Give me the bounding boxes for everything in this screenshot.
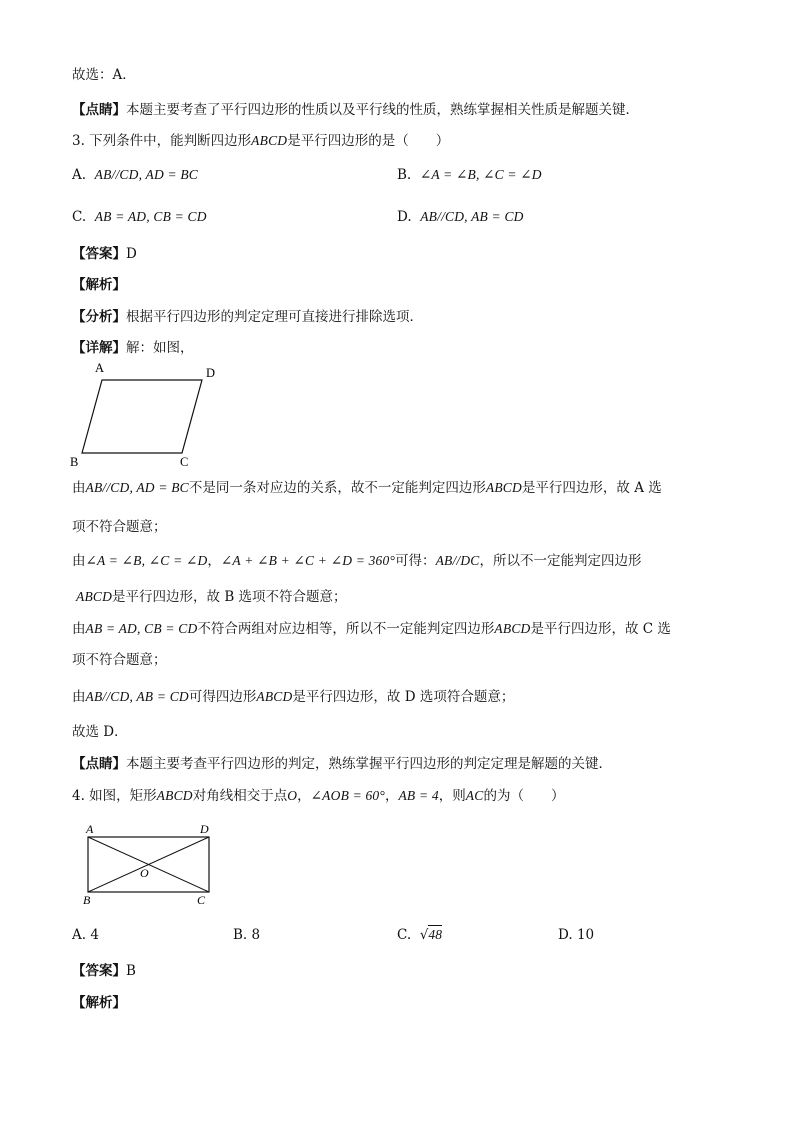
q3-stem-text: 3. 下列条件中，能判断四边形 <box>72 133 252 149</box>
option-label: D. <box>558 927 573 943</box>
vertex-label-a: A <box>95 361 105 375</box>
detail-line-6: 项不符合题意； <box>72 652 167 668</box>
fenxi-text: 根据平行四边形的判定定理可直接进行排除选项． <box>126 309 423 325</box>
text: ，所以不一定能判定四边形 <box>479 553 642 569</box>
text: 是平行四边形，故 C 选 <box>530 621 671 637</box>
answer-value: D <box>126 246 137 262</box>
math: ABCD <box>156 788 193 803</box>
detail-line-7 <box>72 688 514 706</box>
detail-line-8: 故选 D． <box>72 724 128 740</box>
comment-text: 本题主要考查平行四边形的判定，熟练掌握平行四边形的判定定理是解题的关键． <box>126 756 612 772</box>
option-math: AB//CD, AB = CD <box>420 209 524 224</box>
math: AB//CD, AD = BC <box>85 480 189 495</box>
q3-option-d <box>397 208 524 226</box>
text: 是平行四边形，故 D 选项符合题意； <box>292 689 515 705</box>
vertex-label-c: C <box>197 893 206 907</box>
vertex-label-c: C <box>180 455 189 469</box>
text: 的为（ ） <box>483 788 565 804</box>
q3-stem-math: ABCD <box>251 133 288 148</box>
vertex-label-d: D <box>206 366 216 380</box>
q3-comment <box>72 755 612 773</box>
sqrt-sign-icon: √ <box>419 927 429 943</box>
option-math: AB//CD, AD = BC <box>94 167 199 182</box>
option-value: 48 <box>428 927 443 942</box>
option-label: A. <box>72 167 87 183</box>
vertex-label-b: B <box>70 455 79 469</box>
text: ， <box>207 553 221 569</box>
math: ∠A = ∠B, ∠C = ∠D <box>85 553 208 568</box>
parallelogram-figure <box>60 358 240 473</box>
text: 由 <box>72 689 86 705</box>
q4-option-d <box>558 926 594 944</box>
fenxi-tag: 【分析】 <box>72 309 126 325</box>
answer-tag: 【答案】 <box>72 963 126 979</box>
text: 不是同一条对应边的关系，故不一定能判定四边形 <box>188 480 486 496</box>
math: ABCD <box>76 589 113 604</box>
center-label-o: O <box>140 866 149 880</box>
answer-line-prev: 故选：A． <box>72 67 136 83</box>
text: 可得： <box>395 553 436 569</box>
detail-line-1 <box>72 479 662 497</box>
comment-tag: 【点睛】 <box>72 102 126 118</box>
q3-option-a <box>72 166 198 184</box>
q3-xiangjie <box>72 339 194 357</box>
option-label: D. <box>397 209 412 225</box>
text: 是平行四边形，故 A 选 <box>521 480 662 496</box>
vertex-label-d: D <box>200 822 209 836</box>
q3-analysis-tag: 【解析】 <box>72 277 126 293</box>
option-label: C. <box>72 209 87 225</box>
detail-line-2: 项不符合题意； <box>72 519 167 535</box>
text: 由 <box>72 553 86 569</box>
text: ， <box>384 788 399 804</box>
q3-stem-text-2: 是平行四边形的是（ ） <box>287 133 450 149</box>
answer-value: B <box>126 963 136 979</box>
text: 4. 如图，矩形 <box>72 788 157 804</box>
option-value: 8 <box>251 927 261 943</box>
xiangjie-text: 解：如图， <box>126 340 194 356</box>
detail-line-5 <box>72 620 671 638</box>
text: 对角线相交于点 <box>192 788 288 804</box>
math: AC <box>465 788 484 803</box>
question-3-stem <box>72 132 449 150</box>
option-label: B. <box>233 927 248 943</box>
text: 不符合两组对应边相等，所以不一定能判定四边形 <box>197 621 495 637</box>
detail-line-4 <box>76 588 347 606</box>
comment-text: 本题主要考查了平行四边形的性质以及平行线的性质，熟练掌握相关性质是解题关键． <box>126 102 639 118</box>
option-label: A. <box>72 927 87 943</box>
math: AB//DC <box>435 553 480 568</box>
q4-option-a <box>72 926 99 944</box>
parallelogram-shape <box>82 380 202 453</box>
math: ABCD <box>256 689 293 704</box>
q3-option-c <box>72 208 207 226</box>
vertex-label-b: B <box>83 893 91 907</box>
detail-line-3 <box>72 552 642 570</box>
math: ∠A + ∠B + ∠C + ∠D = 360° <box>220 553 396 568</box>
math: O <box>287 788 298 803</box>
text: ， <box>297 788 311 804</box>
q3-option-b <box>397 166 542 184</box>
text: 由 <box>72 621 86 637</box>
answer-tag: 【答案】 <box>72 246 126 262</box>
option-math: AB = AD, CB = CD <box>94 209 207 224</box>
text: 可得四边形 <box>188 689 257 705</box>
math: ∠AOB = 60° <box>310 788 385 803</box>
q4-analysis-tag: 【解析】 <box>72 995 126 1011</box>
question-4-stem <box>72 787 564 805</box>
comment-tag: 【点睛】 <box>72 756 126 772</box>
math: ABCD <box>494 621 531 636</box>
math: ABCD <box>485 480 522 495</box>
rectangle-figure <box>78 818 228 908</box>
option-label: B. <box>397 167 412 183</box>
text: 由 <box>72 480 86 496</box>
math: AB = AD, CB = CD <box>85 621 198 636</box>
comment-prev <box>72 101 639 119</box>
option-value: 4 <box>90 927 99 943</box>
xiangjie-tag: 【详解】 <box>72 340 126 356</box>
q4-option-b <box>233 926 260 944</box>
option-value: 10 <box>576 927 595 943</box>
option-label: C. <box>397 927 412 943</box>
option-math: ∠A = ∠B, ∠C = ∠D <box>419 167 542 182</box>
math: AB//CD, AB = CD <box>85 689 189 704</box>
q4-answer <box>72 962 136 980</box>
math: AB = 4 <box>398 788 439 803</box>
q4-option-c <box>397 926 442 944</box>
text: ，则 <box>438 788 466 804</box>
q3-answer <box>72 245 137 263</box>
vertex-label-a: A <box>86 822 94 836</box>
q3-fenxi <box>72 308 423 326</box>
text: 是平行四边形，故 B 选项不符合题意； <box>112 589 347 605</box>
